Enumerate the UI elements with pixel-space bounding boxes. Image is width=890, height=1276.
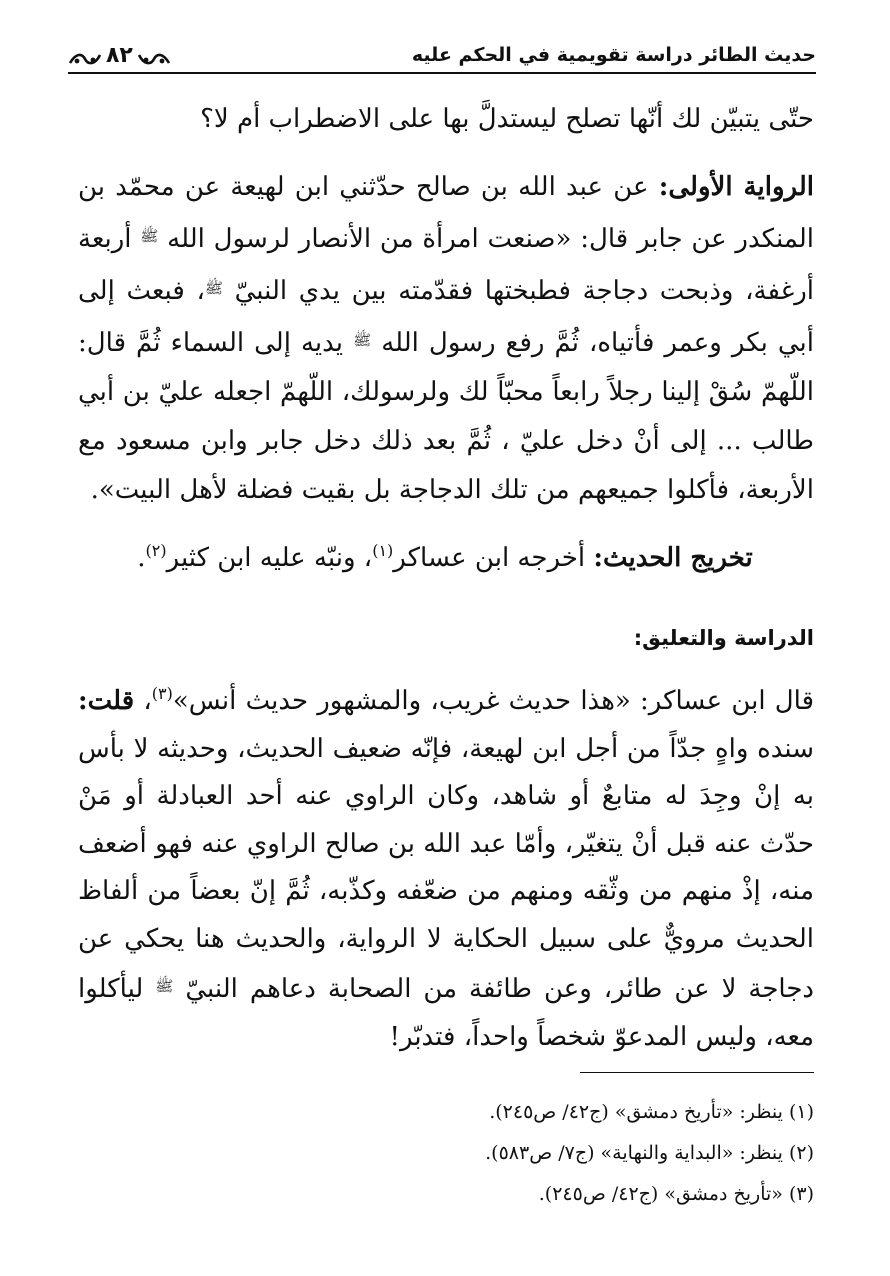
commentary-text-1: قال ابن عساكر: «هذا حديث غريب، والمشهور حديث أنس»: [172, 686, 815, 716]
commentary-text-3: سنده واهٍ جدّاً من أجل ابن لهيعة، فإنّه ضعيف الحديث، وحديثه لا بأس به إنْ وجِدَ له متابعٌ أو شاهد، وكان الراوي عنه أحد العبادلة أو مَنْ حدّث عنه قبل أنْ يتغيّر، وأمّا عبد الله بن صالح الراوي عنه فهو أضعف منه، إذْ منهم من وثّقه ومنهم من ضعّفه وكذّبه، ثُمَّ إنّ بعضاً من ألفاظ الحديث مرويٌّ على سبيل الحكاية لا الرواية، والحديث هنا يحكي عن دجاجة لا عن طائر، وعن طائفة من الصحابة دعاهم النبيّ: [78, 733, 814, 1004]
salutation-glyph: ﷺ: [353, 331, 372, 349]
first-narration-text-2: أربعة أرغفة، وذبحت دجاجة فطبختها فقدّمته بين يدي النبيّ: [78, 224, 814, 306]
footnotes: [300, 1092, 814, 1215]
first-narration-text-4: يديه إلى السماء ثُمَّ قال: اللّهمّ سُقْ إلينا رجلاً رابعاً محبّاً لك ولرسولك، اللّهمّ اجعله عليّ بن أبي طالب ... إلى أنْ دخل عليّ ، ثُمَّ بعد ذلك دخل جابر وابن مسعود مع الأربعة، فأكلوا جميعهم من تلك الدجاجة بل بقيت فضلة لأهل البيت».: [78, 328, 814, 505]
salutation-glyph: ﷺ: [155, 977, 174, 995]
page-number-group: [68, 45, 171, 72]
hadith-source-heading: تخريج الحديث:: [593, 543, 753, 573]
salutation-glyph: ﷺ: [204, 279, 223, 297]
right-ornament-icon: [137, 51, 171, 67]
opening-sentence: [78, 95, 814, 144]
footnote-3: (٣) «تأريخ دمشق» (ج٤٢/ ص٢٤٥).: [538, 1183, 814, 1205]
footnote-1: (١) ينظر: «تأريخ دمشق» (ج٤٢/ ص٢٤٥).: [489, 1101, 814, 1123]
commentary-text-2: ،: [134, 686, 152, 716]
footnote-ref-2[interactable]: (٢): [145, 541, 167, 560]
first-narration-paragraph: [78, 163, 814, 515]
section-heading-text: الدراسة والتعليق:: [633, 626, 814, 650]
running-title: حديث الطائر دراسة تقويمية في الحكم عليه: [411, 44, 816, 66]
first-narration-text-3: ، فبعث إلى أبي بكر وعمر فأتياه، ثُمَّ رفع رسول الله: [78, 276, 814, 358]
commentary-lead: قلت:: [78, 686, 135, 716]
hadith-source-paragraph: [92, 526, 798, 583]
page-header: [68, 28, 816, 74]
first-narration-heading: الرواية الأولى:: [658, 172, 814, 202]
section-heading: [78, 614, 814, 663]
hadith-source-text-2: ، ونبّه عليه ابن كثير: [166, 543, 373, 573]
salutation-glyph: ﷺ: [140, 227, 159, 245]
hadith-source-text-1: أخرجه ابن عساكر: [393, 543, 594, 573]
hadith-source-text-3: .: [137, 543, 146, 573]
footnote-ref-3[interactable]: (٣): [151, 684, 173, 703]
page-number: ٨٢: [106, 43, 133, 68]
footnote-2: (٢) ينظر: «البداية والنهاية» (ج٧/ ص٥٨٣).: [485, 1142, 814, 1164]
footnote-divider: [580, 1072, 814, 1073]
first-narration-text-1: عن عبد الله بن صالح حدّثني ابن لهيعة عن محمّد بن المنكدر عن جابر قال: «صنعت امرأة من الأنصار لرسول الله: [78, 172, 814, 254]
left-ornament-icon: [68, 51, 102, 67]
footnote-ref-1[interactable]: (١): [372, 541, 394, 560]
commentary-text-4: ليأكلوا معه، وليس المدعوّ شخصاً واحداً، فتدبّر!: [78, 974, 814, 1052]
study-commentary-paragraph: [78, 670, 814, 1061]
opening-sentence-text: حتّى يتبيّن لك أنّها تصلح ليستدلَّ بها على الاضطراب أم لا؟: [200, 104, 814, 134]
